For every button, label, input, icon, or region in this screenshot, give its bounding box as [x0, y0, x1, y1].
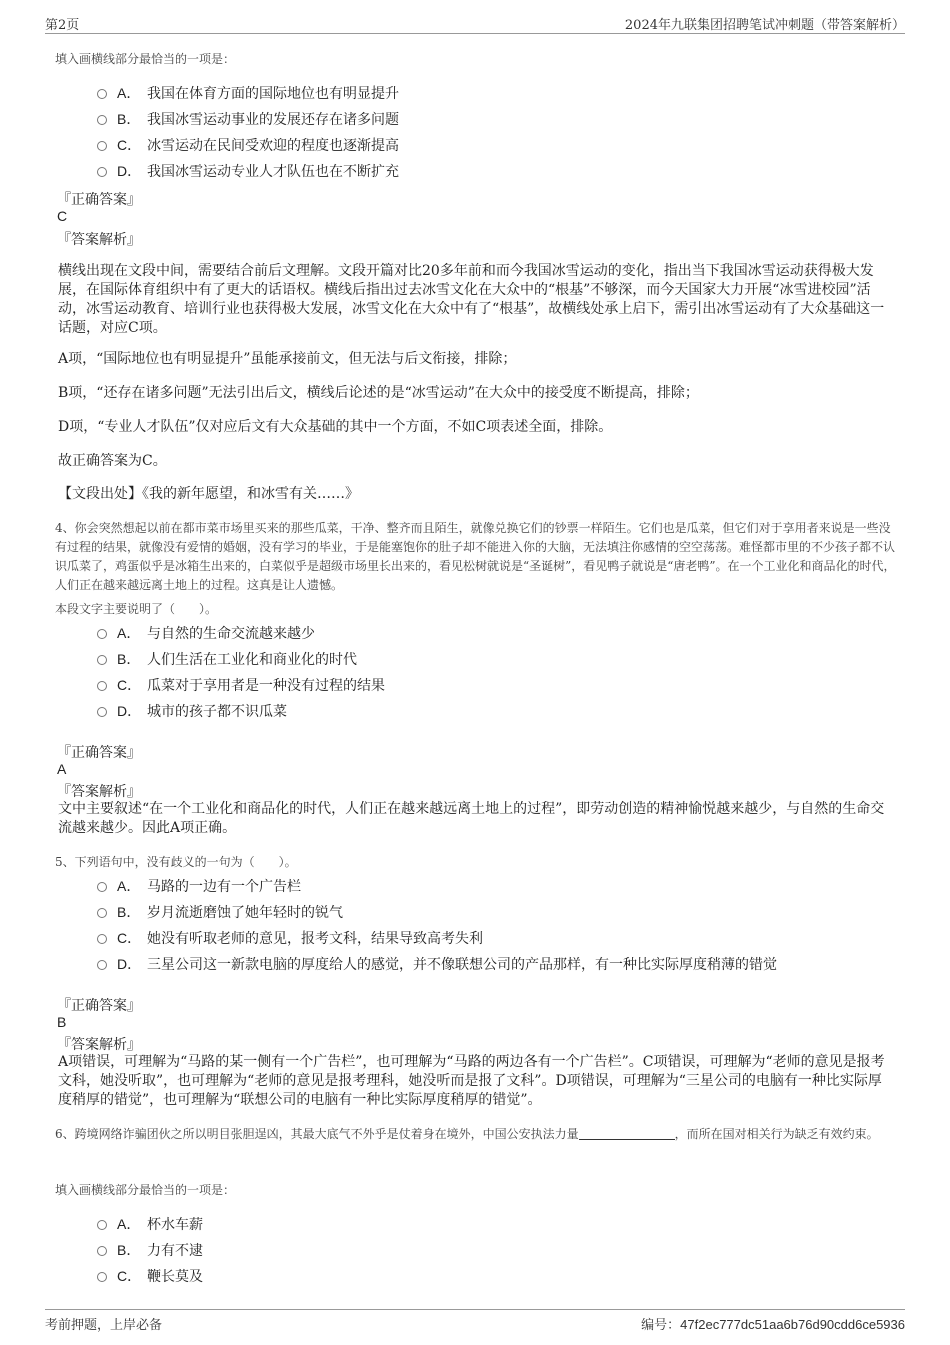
q4-answer-label: 『正确答案』: [57, 745, 141, 761]
q5-option-d[interactable]: D． 三星公司这一新款电脑的厚度给人的感觉，并不像联想公司的产品那样，有一种比实际厚度稍薄的错觉: [97, 954, 777, 974]
radio-icon[interactable]: [97, 934, 107, 944]
q3-analysis-a: A项，“国际地位也有明显提升”虽能承接前文，但无法与后文衔接，排除；: [58, 351, 517, 367]
page-number: 第2页: [45, 18, 80, 33]
q3-analysis-conclusion: 故正确答案为C。: [58, 453, 167, 469]
q3-analysis-body: 横线出现在文段中间，需要结合前后文理解。文段开篇对比20多年前和而今我国冰雪运动的变化，指出当下我国冰雪运动获得极大发展，在国际体育组织中有了更大的话语权。横线后指出过去冰雪文化在大众中的“根基”不够深，而今天国家大力开展“冰雪进校园”活动，冰雪运动教育、培训行业也获得极大发展，冰雪文化在大众中有了“根基”，故横线处承上启下，需引出冰雪运动有了大众基础这一话题，对应C项。: [58, 263, 885, 336]
q3-option-c[interactable]: C． 冰雪运动在民间受欢迎的程度也逐渐提高: [97, 135, 399, 155]
radio-icon[interactable]: [97, 960, 107, 970]
radio-icon[interactable]: [97, 141, 107, 151]
q6-prompt: 填入画横线部分最恰当的一项是：: [55, 1183, 236, 1197]
q4-question: 本段文字主要说明了（ ）。: [55, 602, 218, 616]
q6-option-b[interactable]: B． 力有不逮: [97, 1240, 203, 1260]
q3-analysis-label: 『答案解析』: [57, 232, 141, 248]
radio-icon[interactable]: [97, 89, 107, 99]
q3-option-d[interactable]: D． 我国冰雪运动专业人才队伍也在不断扩充: [97, 161, 399, 181]
footer-code: 编号：47f2ec777dc51aa6b76d90cdd6ce5936: [641, 1317, 905, 1333]
header-divider: [45, 33, 905, 34]
radio-icon[interactable]: [97, 1246, 107, 1256]
q5-answer-label: 『正确答案』: [57, 998, 141, 1014]
q4-analysis-body: 文中主要叙述“在一个工业化和商品化的时代，人们正在越来越远离土地上的过程”，即劳动创造的精神愉悦越来越少，与自然的生命交流越来越少。因此A项正确。: [58, 801, 885, 836]
q6-option-a[interactable]: A． 杯水车薪: [97, 1214, 203, 1234]
q5-option-a[interactable]: A． 马路的一边有一个广告栏: [97, 876, 301, 896]
q3-answer: C: [57, 208, 68, 224]
footer-divider: [45, 1309, 905, 1310]
q3-analysis-b: B项，“还存在诸多问题”无法引出后文，横线后论述的是“冰雪运动”在大众中的接受度不断提高，排除；: [58, 385, 699, 401]
q4-option-c[interactable]: C． 瓜菜对于享用者是一种没有过程的结果: [97, 675, 385, 695]
q6-option-c[interactable]: C． 鞭长莫及: [97, 1266, 203, 1286]
q5-option-c[interactable]: C． 她没有听取老师的意见，报考文科，结果导致高考失利: [97, 928, 483, 948]
radio-icon[interactable]: [97, 629, 107, 639]
q4-option-a[interactable]: A． 与自然的生命交流越来越少: [97, 623, 315, 643]
radio-icon[interactable]: [97, 908, 107, 918]
q5-analysis-body: A项错误，可理解为“马路的某一侧有一个广告栏”，也可理解为“马路的两边各有一个广告栏”。C项错误，可理解为“老师的意见是报考文科，她没听取”，也可理解为“老师的意见是报考理科，她没听而是报了文科”。D项错误，可理解为“三星公司的电脑有一种比实际厚度稍厚的错觉”，也可理解为“联想公司的电脑有一种比实际厚度稍厚的错觉”。: [58, 1054, 885, 1108]
q3-source: 【文段出处】《我的新年愿望，和冰雪有关……》: [58, 486, 359, 502]
q4-analysis-label: 『答案解析』: [57, 784, 141, 800]
footer-slogan: 考前押题，上岸必备: [45, 1318, 163, 1333]
q6-stem: 6、跨境网络诈骗团伙之所以明目张胆逞凶，其最大底气不外乎是仗着身在境外，中国公安执法力量 ，而所在国对相关行为缺乏有效约束。: [55, 1127, 879, 1141]
q3-answer-label: 『正确答案』: [57, 192, 141, 208]
fill-in-blank: [579, 1127, 675, 1140]
radio-icon[interactable]: [97, 1220, 107, 1230]
radio-icon[interactable]: [97, 115, 107, 125]
q5-answer: B: [57, 1014, 67, 1030]
q5-stem: 5、下列语句中，没有歧义的一句为（ ）。: [55, 855, 297, 869]
q4-option-b[interactable]: B． 人们生活在工业化和商业化的时代: [97, 649, 357, 669]
q3-option-a[interactable]: A． 我国在体育方面的国际地位也有明显提升: [97, 83, 399, 103]
q3-analysis-d: D项，“专业人才队伍”仅对应后文有大众基础的其中一个方面，不如C项表述全面，排除。: [58, 419, 613, 435]
radio-icon[interactable]: [97, 681, 107, 691]
radio-icon[interactable]: [97, 655, 107, 665]
radio-icon[interactable]: [97, 707, 107, 717]
document-title: 2024年九联集团招聘笔试冲刺题（带答案解析）: [624, 18, 905, 33]
q4-option-d[interactable]: D． 城市的孩子都不识瓜菜: [97, 701, 287, 721]
q5-analysis-label: 『答案解析』: [57, 1037, 141, 1053]
radio-icon[interactable]: [97, 167, 107, 177]
q3-prompt: 填入画横线部分最恰当的一项是：: [55, 52, 236, 66]
q4-stem: 4、你会突然想起以前在都市菜市场里买来的那些瓜菜，干净、整齐而且陌生，就像兑换它们的钞票一样陌生。它们也是瓜菜，但它们对于享用者来说是一些没有过程的结果，就像没有爱情的婚姻，没有学习的毕业，于是能塞饱你的肚子却不能进入你的大脑，无法填注你感情的空空荡荡。难怪都市里的不少孩子都不认识瓜菜了，鸡蛋似乎是冰箱生出来的，白菜似乎是超级市场里长出来的，看见松树就说是“圣诞树”，看见鸭子就说是“唐老鸭”。在一个工业化和商品化的时代，人们正在越来越远离土地上的过程。这真是让人遗憾。: [55, 521, 896, 592]
radio-icon[interactable]: [97, 1272, 107, 1282]
q5-option-b[interactable]: B． 岁月流逝磨蚀了她年轻时的锐气: [97, 902, 343, 922]
radio-icon[interactable]: [97, 882, 107, 892]
q4-answer: A: [57, 761, 67, 777]
q3-option-b[interactable]: B． 我国冰雪运动事业的发展还存在诸多问题: [97, 109, 399, 129]
